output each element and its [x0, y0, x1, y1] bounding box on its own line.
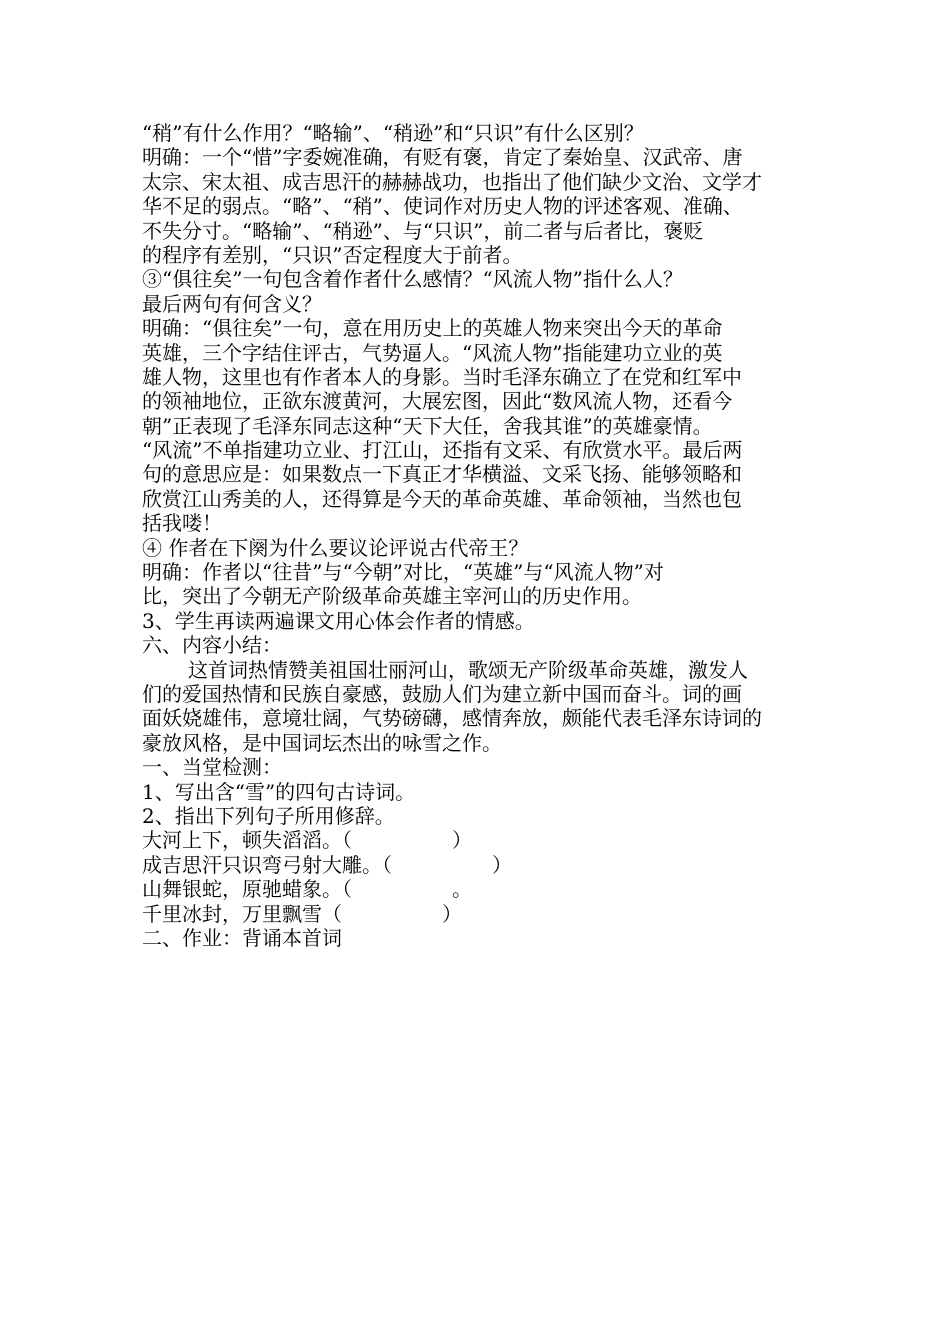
text-line: “稍”有什么作用？“略输”、“稍逊”和“只识”有什么区别？	[142, 121, 644, 145]
text-line: 明确：“俱往矣”一句，意在用历史上的英雄人物来突出今天的革命	[142, 316, 723, 341]
text-line: 明确：一个“惜”字委婉准确，有贬有褒，肯定了秦始皇、汉武帝、唐	[142, 145, 743, 170]
exercise-item: 2、指出下列句子所用修辞。	[142, 803, 395, 828]
exercise-item: 1、写出含“雪”的四句古诗词。	[142, 779, 416, 804]
question-3: ③“俱往矣”一句包含着作者什么感情？“风流人物”指什么人？	[142, 267, 683, 292]
text-line: 的领袖地位，正欲东渡黄河，大展宏图，因此“数风流人物，还看今	[142, 389, 733, 414]
text-line: 不失分寸。“略输”、“稍逊”、与“只识”，前二者与后者比，褒贬	[142, 218, 704, 243]
exercise-sentence: 千里冰封，万里飘雪（ ）	[142, 901, 462, 926]
text-line: “风流”不单指建功立业、打江山，还指有文采、有欣赏水平。最后两	[142, 438, 743, 463]
exercise-sentence: 成吉思汗只识弯弓射大雕。（ ）	[142, 852, 512, 877]
text-line: 括我喽！	[142, 511, 222, 536]
text-line: 英雄，三个字结住评古，气势逼人。“风流人物”指能建功立业的英	[142, 340, 723, 365]
text-line: 最后两句有何含义？	[142, 291, 322, 316]
text-line: 明确：作者以“往昔”与“今朝”对比，“英雄”与“风流人物”对	[142, 560, 664, 585]
question-4: ④ 作者在下阕为什么要议论评说古代帝王？	[142, 535, 529, 560]
text-line: 太宗、宋太祖、成吉思汗的赫赫战功，也指出了他们缺少文治、文学才	[142, 169, 762, 194]
exercise-sentence: 大河上下，顿失滔滔。（ ）	[142, 828, 472, 853]
text-line: 华不足的弱点。“略”、“稍”、使词作对历史人物的评述客观、准确、	[142, 194, 743, 219]
text-line: 们的爱国热情和民族自豪感，鼓励人们为建立新中国而奋斗。词的画	[142, 681, 742, 706]
text-line: 面妖娆雄伟，意境壮阔，气势磅礴，感情奔放，颇能代表毛泽东诗词的	[142, 706, 762, 731]
text-line: 3、学生再读两遍课文用心体会作者的情感。	[142, 608, 535, 633]
section-heading-homework: 二、作业：背诵本首词	[142, 925, 342, 950]
text-line: 欣赏江山秀美的人，还得算是今天的革命英雄、革命领袖，当然也包	[142, 486, 742, 511]
document-body	[142, 121, 812, 950]
exercise-sentence: 山舞银蛇，原驰蜡象。（ 。	[142, 877, 472, 902]
text-line: 比，突出了今朝无产阶级革命英雄主宰河山的历史作用。	[142, 584, 642, 609]
text-line: 豪放风格，是中国词坛杰出的咏雪之作。	[142, 730, 502, 755]
text-line: 雄人物，这里也有作者本人的身影。当时毛泽东确立了在党和红军中	[142, 364, 742, 389]
section-heading-summary: 六、内容小结：	[142, 633, 282, 658]
summary-paragraph-start: 这首词热情赞美祖国壮丽河山，歌颂无产阶级革命英雄，激发人	[188, 657, 748, 682]
text-line: 朝”正表现了毛泽东同志这种“天下大任，舍我其谁”的英雄豪情。	[142, 413, 713, 438]
text-line: 的程序有差别，“只识”否定程度大于前者。	[142, 242, 523, 267]
section-heading-test: 一、当堂检测：	[142, 755, 282, 780]
text-line: 句的意思应是：如果数点一下真正才华横溢、文采飞扬、能够领略和	[142, 462, 742, 487]
